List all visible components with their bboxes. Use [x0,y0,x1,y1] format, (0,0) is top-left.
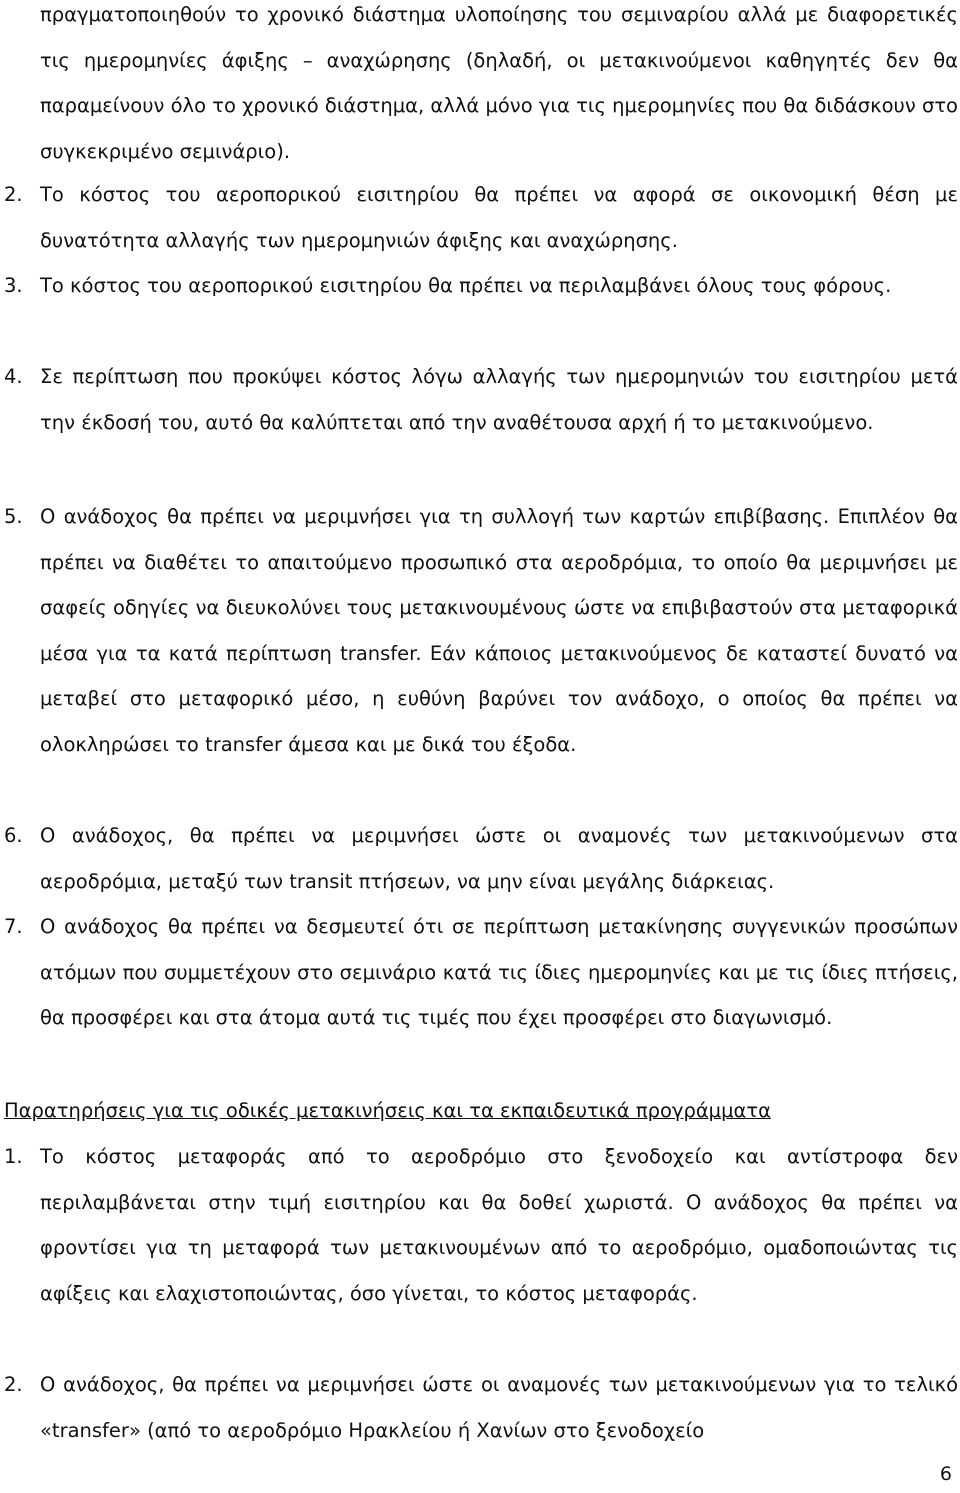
list-item [0,813,958,904]
list-item [0,494,958,767]
list-item [0,904,958,1041]
list-item-number: 1. [4,1145,23,1168]
page-number: 6 [939,1463,952,1485]
list-item-number: 7. [4,915,23,938]
list-item-text: Ο ανάδοχος, θα πρέπει να μεριμνήσει ώστε οι αναμονές των μετακινούμενων για το τελικό «transfer» (από το αεροδρόμιο Ηρακλείου ή Χανίων στο ξενοδοχείο [40,1373,958,1442]
list-item-number: 2. [4,1373,23,1396]
list-item-text: Σε περίπτωση που προκύψει κόστος λόγω αλλαγής των ημερομηνιών του εισιτηρίου μετά την έκδοσή του, αυτό θα καλύπτεται από την αναθέτουσα αρχή ή το μετακινούμενο. [40,365,958,434]
list-item [0,172,958,263]
list-item [0,1362,958,1453]
list-item-number: 5. [4,505,23,528]
list-item-text: Ο ανάδοχος, θα πρέπει να μεριμνήσει ώστε οι αναμονές των μετακινούμενων στα αεροδρόμια, μεταξύ των transit πτήσεων, να μην είναι μεγάλης διάρκειας. [40,824,958,893]
list-item-number: 4. [4,365,23,388]
list-item [0,354,958,445]
list-item [0,263,958,309]
continuation-paragraph: πραγματοποιηθούν το χρονικό διάστημα υλοποίησης του σεμιναρίου αλλά με διαφορετικές τις ημερομηνίες άφιξης – αναχώρησης (δηλαδή, οι μετακινούμενοι καθηγητές δεν θα παραμείνουν όλο το χρονικό διάστημα, αλλά μόνο για τις ημερομηνίες που θα διδάσκουν στο συγκεκριμένο σεμινάριο). [40,3,958,163]
list-item-text: Το κόστος του αεροπορικού εισιτηρίου θα πρέπει να αφορά σε οικονομική θέση με δυνατότητα αλλαγής των ημερομηνιών άφιξης και αναχώρησης. [40,183,958,252]
list-item-number: 3. [4,274,23,297]
list-item-number: 6. [4,824,23,847]
list-item-text: Το κόστος του αεροπορικού εισιτηρίου θα πρέπει να περιλαμβάνει όλους τους φόρους. [40,274,892,297]
list-item [0,1134,958,1316]
list-item-text: Το κόστος μεταφοράς από το αεροδρόμιο στο ξενοδοχείο και αντίστροφα δεν περιλαμβάνεται στην τιμή εισιτηρίου και θα δοθεί χωριστά. Ο ανάδοχος θα πρέπει να φροντίσει για τη μεταφορά των μετακινουμένων από το αεροδρόμιο, ομαδοποιώντας τις αφίξεις και ελαχιστοποιώντας, όσο γίνεται, το κόστος μεταφοράς. [40,1145,958,1305]
list-item-text: Ο ανάδοχος θα πρέπει να δεσμευτεί ότι σε περίπτωση μετακίνησης συγγενικών προσώπων ατόμων που συμμετέχουν στο σεμινάριο κατά τις ίδιες ημερομηνίες και με τις ίδιες πτήσεις, θα προσφέρει και στα άτομα αυτά τις τιμές που έχει προσφέρει στο διαγωνισμό. [40,915,958,1029]
list-item-number: 2. [4,183,23,206]
section-heading: Παρατηρήσεις για τις οδικές μετακινήσεις και τα εκπαιδευτικά προγράμματα [4,1099,771,1122]
list-item-text: Ο ανάδοχος θα πρέπει να μεριμνήσει για τη συλλογή των καρτών επιβίβασης. Επιπλέον θα πρέπει να διαθέτει το απαιτούμενο προσωπικό στα αεροδρόμια, το οποίο θα μεριμνήσει με σαφείς οδηγίες να διευκολύνει τους μετακινουμένους ώστε να επιβιβαστούν στα μεταφορικά μέσα για τα κατά περίπτωση transfer. Εάν κάποιος μετακινούμενος δε καταστεί δυνατό να μεταβεί στο μεταφορικό μέσο, η ευθύνη βαρύνει τον ανάδοχο, ο οποίος θα πρέπει να ολοκληρώσει το transfer άμεσα και με δικά του έξοδα. [40,505,958,756]
